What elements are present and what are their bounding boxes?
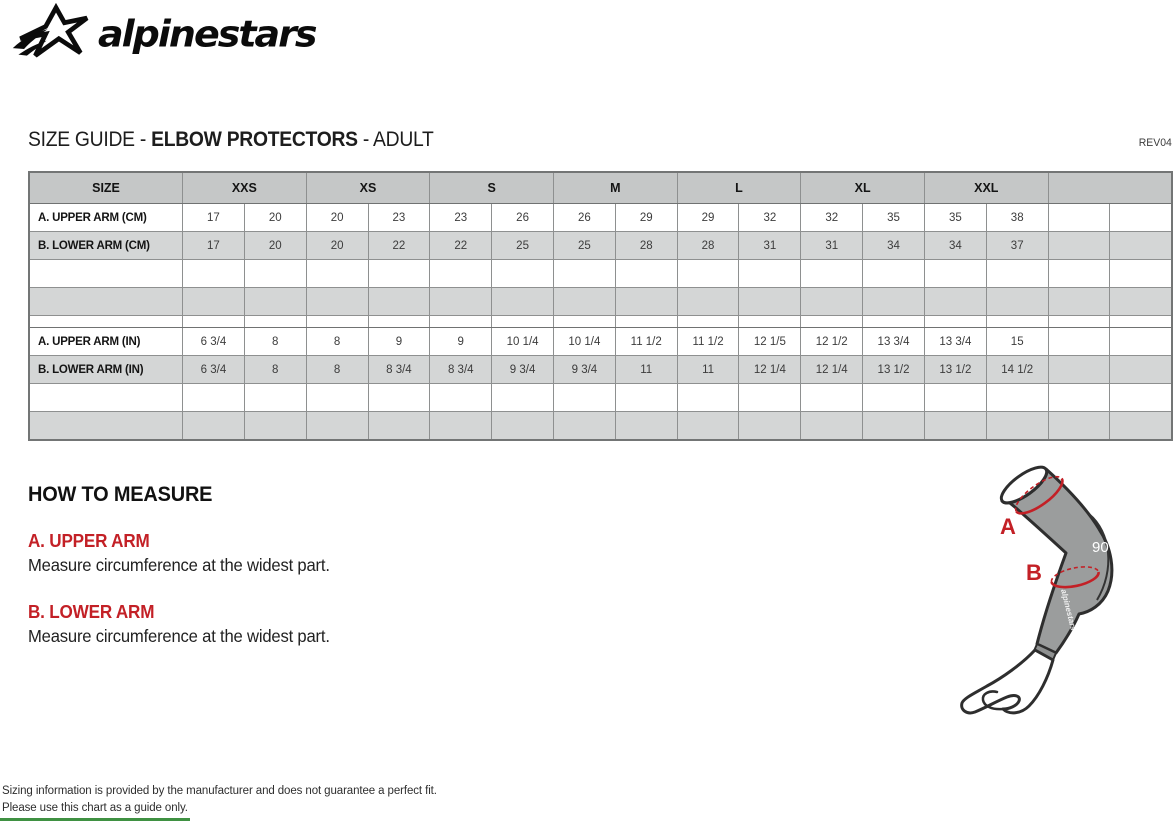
table-cell (615, 260, 677, 288)
table-cell (368, 412, 430, 441)
alpinestars-wordmark: alpinestars (98, 13, 316, 55)
table-cell: 20 (306, 204, 368, 232)
table-cell (492, 288, 554, 316)
table-cell: 9 (430, 328, 492, 356)
table-cell (430, 412, 492, 441)
size-column-header: XXS (183, 172, 307, 204)
table-cell (739, 384, 801, 412)
table-cell (739, 260, 801, 288)
table-cell: 11 (677, 356, 739, 384)
table-cell: 8 (244, 356, 306, 384)
table-row (29, 260, 1172, 288)
table-cell: 10 1/4 (553, 328, 615, 356)
table-cell (677, 316, 739, 328)
table-cell (492, 384, 554, 412)
table-cell: 28 (615, 232, 677, 260)
size-chart-header-row (29, 172, 1172, 204)
size-column-header: XXL (924, 172, 1048, 204)
table-cell (183, 260, 245, 288)
table-cell (553, 288, 615, 316)
table-cell (244, 316, 306, 328)
table-cell (430, 288, 492, 316)
table-cell: 13 1/2 (924, 356, 986, 384)
table-cell: 28 (677, 232, 739, 260)
row-label (29, 316, 183, 328)
size-column-header: S (430, 172, 554, 204)
table-row (29, 288, 1172, 316)
table-cell: 23 (430, 204, 492, 232)
title-prefix: SIZE GUIDE - (28, 128, 152, 151)
table-cell: 22 (430, 232, 492, 260)
table-cell: 13 3/4 (924, 328, 986, 356)
table-cell (306, 260, 368, 288)
table-cell: 9 3/4 (553, 356, 615, 384)
table-cell (924, 260, 986, 288)
table-cell (1048, 316, 1110, 328)
table-cell: 8 (306, 328, 368, 356)
table-cell: 12 1/4 (739, 356, 801, 384)
table-cell: 34 (863, 232, 925, 260)
table-row (29, 316, 1172, 328)
table-cell (492, 316, 554, 328)
table-cell: 34 (924, 232, 986, 260)
table-cell: 8 (244, 328, 306, 356)
row-label (29, 384, 183, 412)
table-cell (863, 316, 925, 328)
measure-label-b: B. LOWER ARM (28, 602, 155, 622)
table-cell (1110, 356, 1172, 384)
table-cell: 31 (739, 232, 801, 260)
table-cell: 29 (677, 204, 739, 232)
table-cell: 31 (801, 232, 863, 260)
table-cell: 29 (615, 204, 677, 232)
table-cell: 12 1/2 (801, 328, 863, 356)
table-cell (183, 316, 245, 328)
table-cell (1048, 260, 1110, 288)
table-cell (677, 288, 739, 316)
table-cell (986, 412, 1048, 441)
table-cell (1110, 260, 1172, 288)
table-cell: 11 1/2 (677, 328, 739, 356)
table-cell: 12 1/4 (801, 356, 863, 384)
table-cell (739, 316, 801, 328)
row-label: B. LOWER ARM (CM) (29, 232, 183, 260)
table-cell (1110, 288, 1172, 316)
table-cell (615, 412, 677, 441)
alpinestars-logo (8, 4, 316, 64)
table-cell (368, 260, 430, 288)
table-cell (368, 316, 430, 328)
table-cell (430, 260, 492, 288)
size-column-header: XS (306, 172, 430, 204)
table-cell: 38 (986, 204, 1048, 232)
table-cell (306, 384, 368, 412)
table-cell (306, 412, 368, 441)
table-cell (1110, 204, 1172, 232)
table-cell (183, 412, 245, 441)
table-cell (986, 260, 1048, 288)
table-cell: 25 (553, 232, 615, 260)
table-row (29, 328, 1172, 356)
table-cell (615, 316, 677, 328)
how-to-measure-heading: HOW TO MEASURE (28, 483, 213, 506)
table-row (29, 384, 1172, 412)
table-cell (1110, 232, 1172, 260)
table-row (29, 232, 1172, 260)
diagram-label-a: A (1000, 514, 1016, 539)
table-cell: 6 3/4 (183, 356, 245, 384)
table-cell (244, 412, 306, 441)
table-cell (986, 288, 1048, 316)
diagram-label-b: B (1026, 560, 1042, 585)
table-cell: 10 1/4 (492, 328, 554, 356)
alpinestars-star-icon (8, 3, 104, 65)
table-cell: 22 (368, 232, 430, 260)
table-cell (924, 412, 986, 441)
revision-label: REV04 (1138, 137, 1172, 149)
table-cell (306, 288, 368, 316)
size-column-header: XL (801, 172, 925, 204)
table-cell (677, 412, 739, 441)
table-cell (430, 316, 492, 328)
table-cell: 20 (244, 232, 306, 260)
table-cell (801, 260, 863, 288)
table-cell: 37 (986, 232, 1048, 260)
table-cell: 8 (306, 356, 368, 384)
size-column-header (1048, 172, 1172, 204)
table-cell: 32 (739, 204, 801, 232)
table-cell (244, 288, 306, 316)
table-cell (492, 412, 554, 441)
how-to-measure-section (28, 483, 588, 673)
table-cell (677, 384, 739, 412)
table-row (29, 356, 1172, 384)
table-cell (1048, 204, 1110, 232)
table-cell: 20 (244, 204, 306, 232)
table-cell: 14 1/2 (986, 356, 1048, 384)
title-suffix: - ADULT (357, 128, 434, 151)
table-cell: 26 (553, 204, 615, 232)
table-cell: 8 3/4 (368, 356, 430, 384)
measure-item-upper-arm (28, 531, 588, 576)
table-cell (553, 316, 615, 328)
table-cell: 17 (183, 232, 245, 260)
table-cell (368, 384, 430, 412)
table-cell (863, 412, 925, 441)
row-label (29, 412, 183, 441)
table-cell (492, 260, 554, 288)
table-cell (306, 316, 368, 328)
size-chart-table (28, 171, 1173, 441)
sleeve-brand-text: alpinestars (1059, 588, 1079, 632)
table-cell (553, 260, 615, 288)
row-label: B. LOWER ARM (IN) (29, 356, 183, 384)
size-column-header: M (553, 172, 677, 204)
table-cell (739, 288, 801, 316)
footer-line-2: Please use this chart as a guide only. (2, 801, 188, 814)
table-cell: 15 (986, 328, 1048, 356)
table-cell: 13 1/2 (863, 356, 925, 384)
table-cell (801, 316, 863, 328)
table-cell (553, 412, 615, 441)
table-cell (801, 412, 863, 441)
table-row (29, 412, 1172, 441)
table-cell (924, 316, 986, 328)
title-product: ELBOW PROTECTORS (151, 128, 358, 151)
table-cell (368, 288, 430, 316)
table-cell (739, 412, 801, 441)
title-row (28, 128, 1172, 152)
size-chart-body (29, 204, 1172, 441)
table-cell (183, 384, 245, 412)
table-cell: 32 (801, 204, 863, 232)
table-cell: 35 (863, 204, 925, 232)
table-cell (183, 288, 245, 316)
table-cell (1048, 356, 1110, 384)
table-row (29, 204, 1172, 232)
table-cell: 12 1/5 (739, 328, 801, 356)
table-cell (1048, 328, 1110, 356)
table-cell (863, 260, 925, 288)
table-cell: 17 (183, 204, 245, 232)
table-cell (677, 260, 739, 288)
table-cell (615, 384, 677, 412)
row-label: A. UPPER ARM (IN) (29, 328, 183, 356)
table-cell (801, 288, 863, 316)
size-chart-header (29, 172, 1172, 204)
table-cell (924, 288, 986, 316)
table-cell: 11 (615, 356, 677, 384)
table-cell (244, 260, 306, 288)
table-cell (986, 316, 1048, 328)
table-cell: 20 (306, 232, 368, 260)
table-cell (1110, 384, 1172, 412)
table-cell (615, 288, 677, 316)
row-label: A. UPPER ARM (CM) (29, 204, 183, 232)
table-cell: 11 1/2 (615, 328, 677, 356)
table-cell (1048, 412, 1110, 441)
table-cell (1110, 412, 1172, 441)
table-cell: 6 3/4 (183, 328, 245, 356)
table-cell (553, 384, 615, 412)
table-cell (863, 288, 925, 316)
arm-diagram-icon (942, 450, 1142, 750)
table-cell (1048, 384, 1110, 412)
measure-desc-a: Measure circumference at the widest part. (28, 555, 330, 575)
table-cell: 23 (368, 204, 430, 232)
table-cell (1110, 316, 1172, 328)
table-cell: 35 (924, 204, 986, 232)
page-title (28, 128, 434, 152)
measure-desc-b: Measure circumference at the widest part. (28, 626, 330, 646)
size-column-header: SIZE (29, 172, 183, 204)
arm-measurement-diagram (942, 450, 1142, 750)
table-cell (244, 384, 306, 412)
row-label (29, 288, 183, 316)
table-cell (1110, 328, 1172, 356)
footer-line-1: Sizing information is provided by the manufacturer and does not guarantee a perfect fit. (2, 785, 437, 798)
table-cell (986, 384, 1048, 412)
table-cell (924, 384, 986, 412)
table-cell: 25 (492, 232, 554, 260)
diagram-angle-label: 90° (1092, 539, 1115, 556)
measure-label-a: A. UPPER ARM (28, 531, 150, 551)
table-cell (863, 384, 925, 412)
footer-disclaimer (2, 783, 437, 816)
table-cell (430, 384, 492, 412)
size-column-header: L (677, 172, 801, 204)
table-cell: 9 3/4 (492, 356, 554, 384)
table-cell: 13 3/4 (863, 328, 925, 356)
row-label (29, 260, 183, 288)
table-cell (801, 384, 863, 412)
table-cell: 26 (492, 204, 554, 232)
table-cell: 9 (368, 328, 430, 356)
table-cell (1048, 288, 1110, 316)
measure-item-lower-arm (28, 602, 588, 647)
table-cell (1048, 232, 1110, 260)
table-cell: 8 3/4 (430, 356, 492, 384)
